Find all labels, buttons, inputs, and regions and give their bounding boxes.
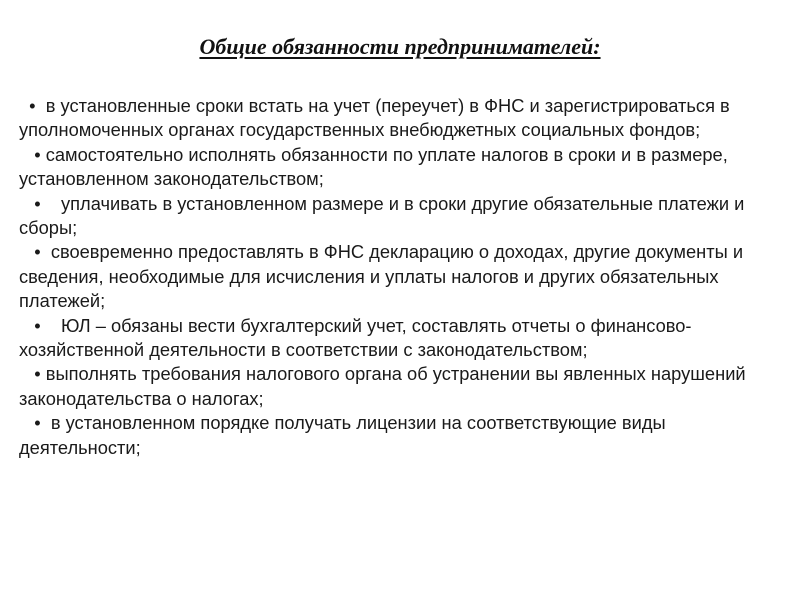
duties-list [19, 94, 779, 460]
bullet-gap [36, 95, 46, 116]
bullet-lead [19, 95, 29, 116]
bullet-lead [19, 144, 34, 165]
list-item-text: ЮЛ – обязаны вести бухгалтерский учет, составлять отчеты о финансово-хозяйственной деятельности в соответствии с законодательством; [19, 314, 692, 361]
bullet-gap [41, 315, 61, 336]
list-item-text: уплачивать в установленном размере и в сроки другие обязательные платежи и сборы; [19, 192, 745, 239]
bullet-lead [19, 315, 34, 336]
slide-title: Общие обязанности предпринимателей: [199, 34, 601, 59]
list-item-text: в установленном порядке получать лицензии на соответствующие виды деятельности; [19, 412, 666, 458]
list-item-text: в установленные сроки встать на учет (переучет) в ФНС и зарегистрироваться в уполномоченных органах государственных внебюджетных социальных фондов; [19, 95, 730, 141]
bullet-lead [19, 363, 34, 384]
bullet-icon: • [34, 143, 41, 165]
list-item [19, 314, 779, 363]
bullet-gap [41, 193, 61, 214]
list-item-text: своевременно предоставлять в ФНС декларацию о доходах, другие документы и сведения, необходимые для исчисления и уплаты налогов и других обязательных платежей; [19, 241, 744, 312]
bullet-icon: • [34, 412, 41, 434]
list-item-text: выполнять требования налогового органа об устранении вы явленных нарушений законодательства о налогах; [19, 363, 746, 409]
bullet-icon: • [34, 192, 41, 214]
bullet-lead [19, 241, 34, 262]
list-item [19, 411, 779, 460]
bullet-icon: • [34, 241, 41, 263]
bullet-icon: • [29, 95, 36, 116]
bullet-gap [41, 241, 51, 262]
list-item [19, 94, 779, 143]
list-item [19, 362, 779, 411]
bullet-lead [19, 193, 34, 214]
bullet-gap [41, 412, 51, 433]
list-item [19, 192, 779, 241]
bullet-lead [19, 412, 34, 433]
list-item-text: самостоятельно исполнять обязанности по уплате налогов в сроки и в размере, установленном законодательством; [19, 143, 728, 190]
list-item [19, 143, 779, 192]
bullet-icon: • [34, 314, 41, 336]
list-item [19, 240, 779, 313]
bullet-icon: • [34, 363, 41, 385]
